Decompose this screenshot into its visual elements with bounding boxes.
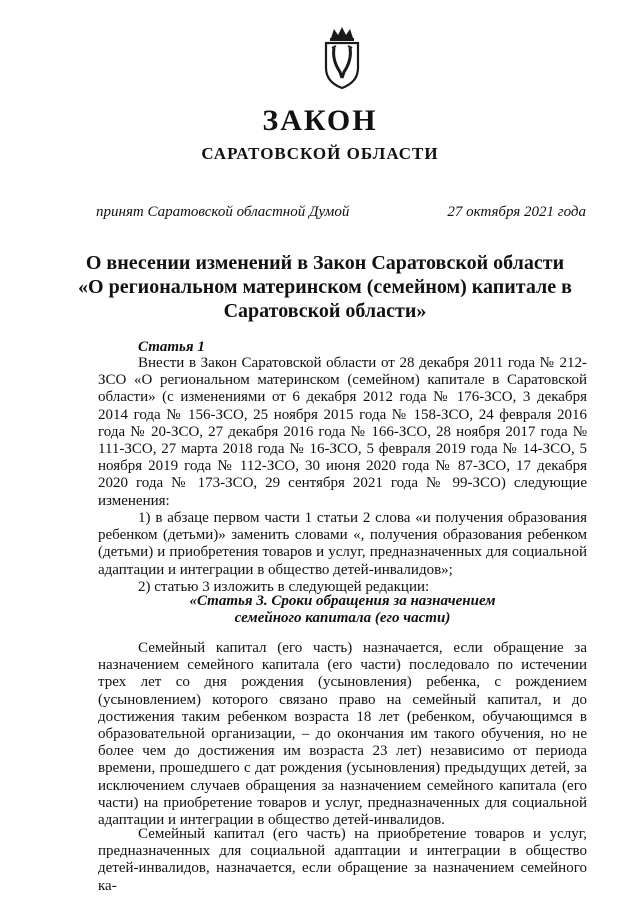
list-item: 2) статью 3 изложить в следующей редакции: <box>138 578 430 595</box>
article-3-heading-line: «Статья 3. Сроки обращения за назначением <box>189 593 496 609</box>
coat-of-arms-emblem <box>322 26 362 90</box>
document-title-line: О внесении изменений в Закон Саратовской области <box>85 252 565 274</box>
region-name: САРАТОВСКОЙ ОБЛАСТИ <box>201 144 439 163</box>
paragraph: Семейный капитал (его часть) на приобретение товаров и услуг, предназначенных для социальной адаптации и интеграции в общество детей-инвалидов, назначается, если обращение за назначением семейного ка- <box>98 826 587 894</box>
law-title: ЗАКОН <box>262 104 378 137</box>
paragraph: Семейный капитал (его часть) назначается, если обращение за назначением семейного капитала (его части) последовало по истечении трех лет со дня рождения (усыновления) ребенка, с рождением (усыновлением) которого связано право на семейный капитал, и до достижения таким ребенком возраста 18 лет (ребенком, обучающимся в образовательной организации, – до окончания им такого обучения, но не более чем до достижения им возраста 23 лет) независимо от периода времени, прошедшего с дат рождения (усыновления) предыдущих детей, за исключением случаев обращения за назначением семейного капитала (его части) на приобретение товаров и услуг, предназначенных для социальной адаптации и интеграции в общество детей-инвалидов. <box>98 640 587 829</box>
paragraph: Внести в Закон Саратовской области от 28 декабря 2011 года № 212-ЗСО «О региональном материнском (семейном) капитале в Саратовской области» (с изменениями от 6 декабря 2012 года № 176-ЗСО, 3 декабря 2014 года № 156-ЗСО, 25 ноября 2015 года № 158-ЗСО, 24 февраля 2016 года № 20-ЗСО, 27 декабря 2016 года № 166-ЗСО, 28 ноября 2017 года № 111-ЗСО, 27 марта 2018 года № 16-ЗСО, 5 февраля 2019 года № 14-ЗСО, 5 ноября 2019 года № 112-ЗСО, 30 июня 2020 года № 87-ЗСО, 17 декабря 2020 года № 173-ЗСО, 29 сентября 2021 года № 99-ЗСО) следующие изменения: <box>98 355 587 509</box>
article-3-paragraph <box>98 826 587 895</box>
article-3-paragraph <box>98 640 587 829</box>
adopted-by-text: принят Саратовской областной Думой <box>96 204 350 220</box>
document-title <box>60 251 590 323</box>
article-3-heading-line: семейного капитала (его части) <box>234 610 451 626</box>
adoption-date: 27 октября 2021 года <box>447 204 586 220</box>
article-1-items <box>98 510 587 596</box>
document-title-line: Саратовской области» <box>223 300 427 322</box>
article-1-text <box>98 355 587 510</box>
list-item: 1) в абзаце первом части 1 статьи 2 слова «и получения образования ребенком (детьми)» заменить словами «, получения образования ребенком (детьми) и приобретения товаров и услуг, предназначенных для социальной адаптации и интеграции в общество детей-инвалидов»; <box>98 510 587 578</box>
article-3-heading <box>98 593 587 627</box>
article-1-heading: Статья 1 <box>138 339 205 355</box>
document-title-line: «О региональном материнском (семейном) капитале в <box>78 276 572 298</box>
